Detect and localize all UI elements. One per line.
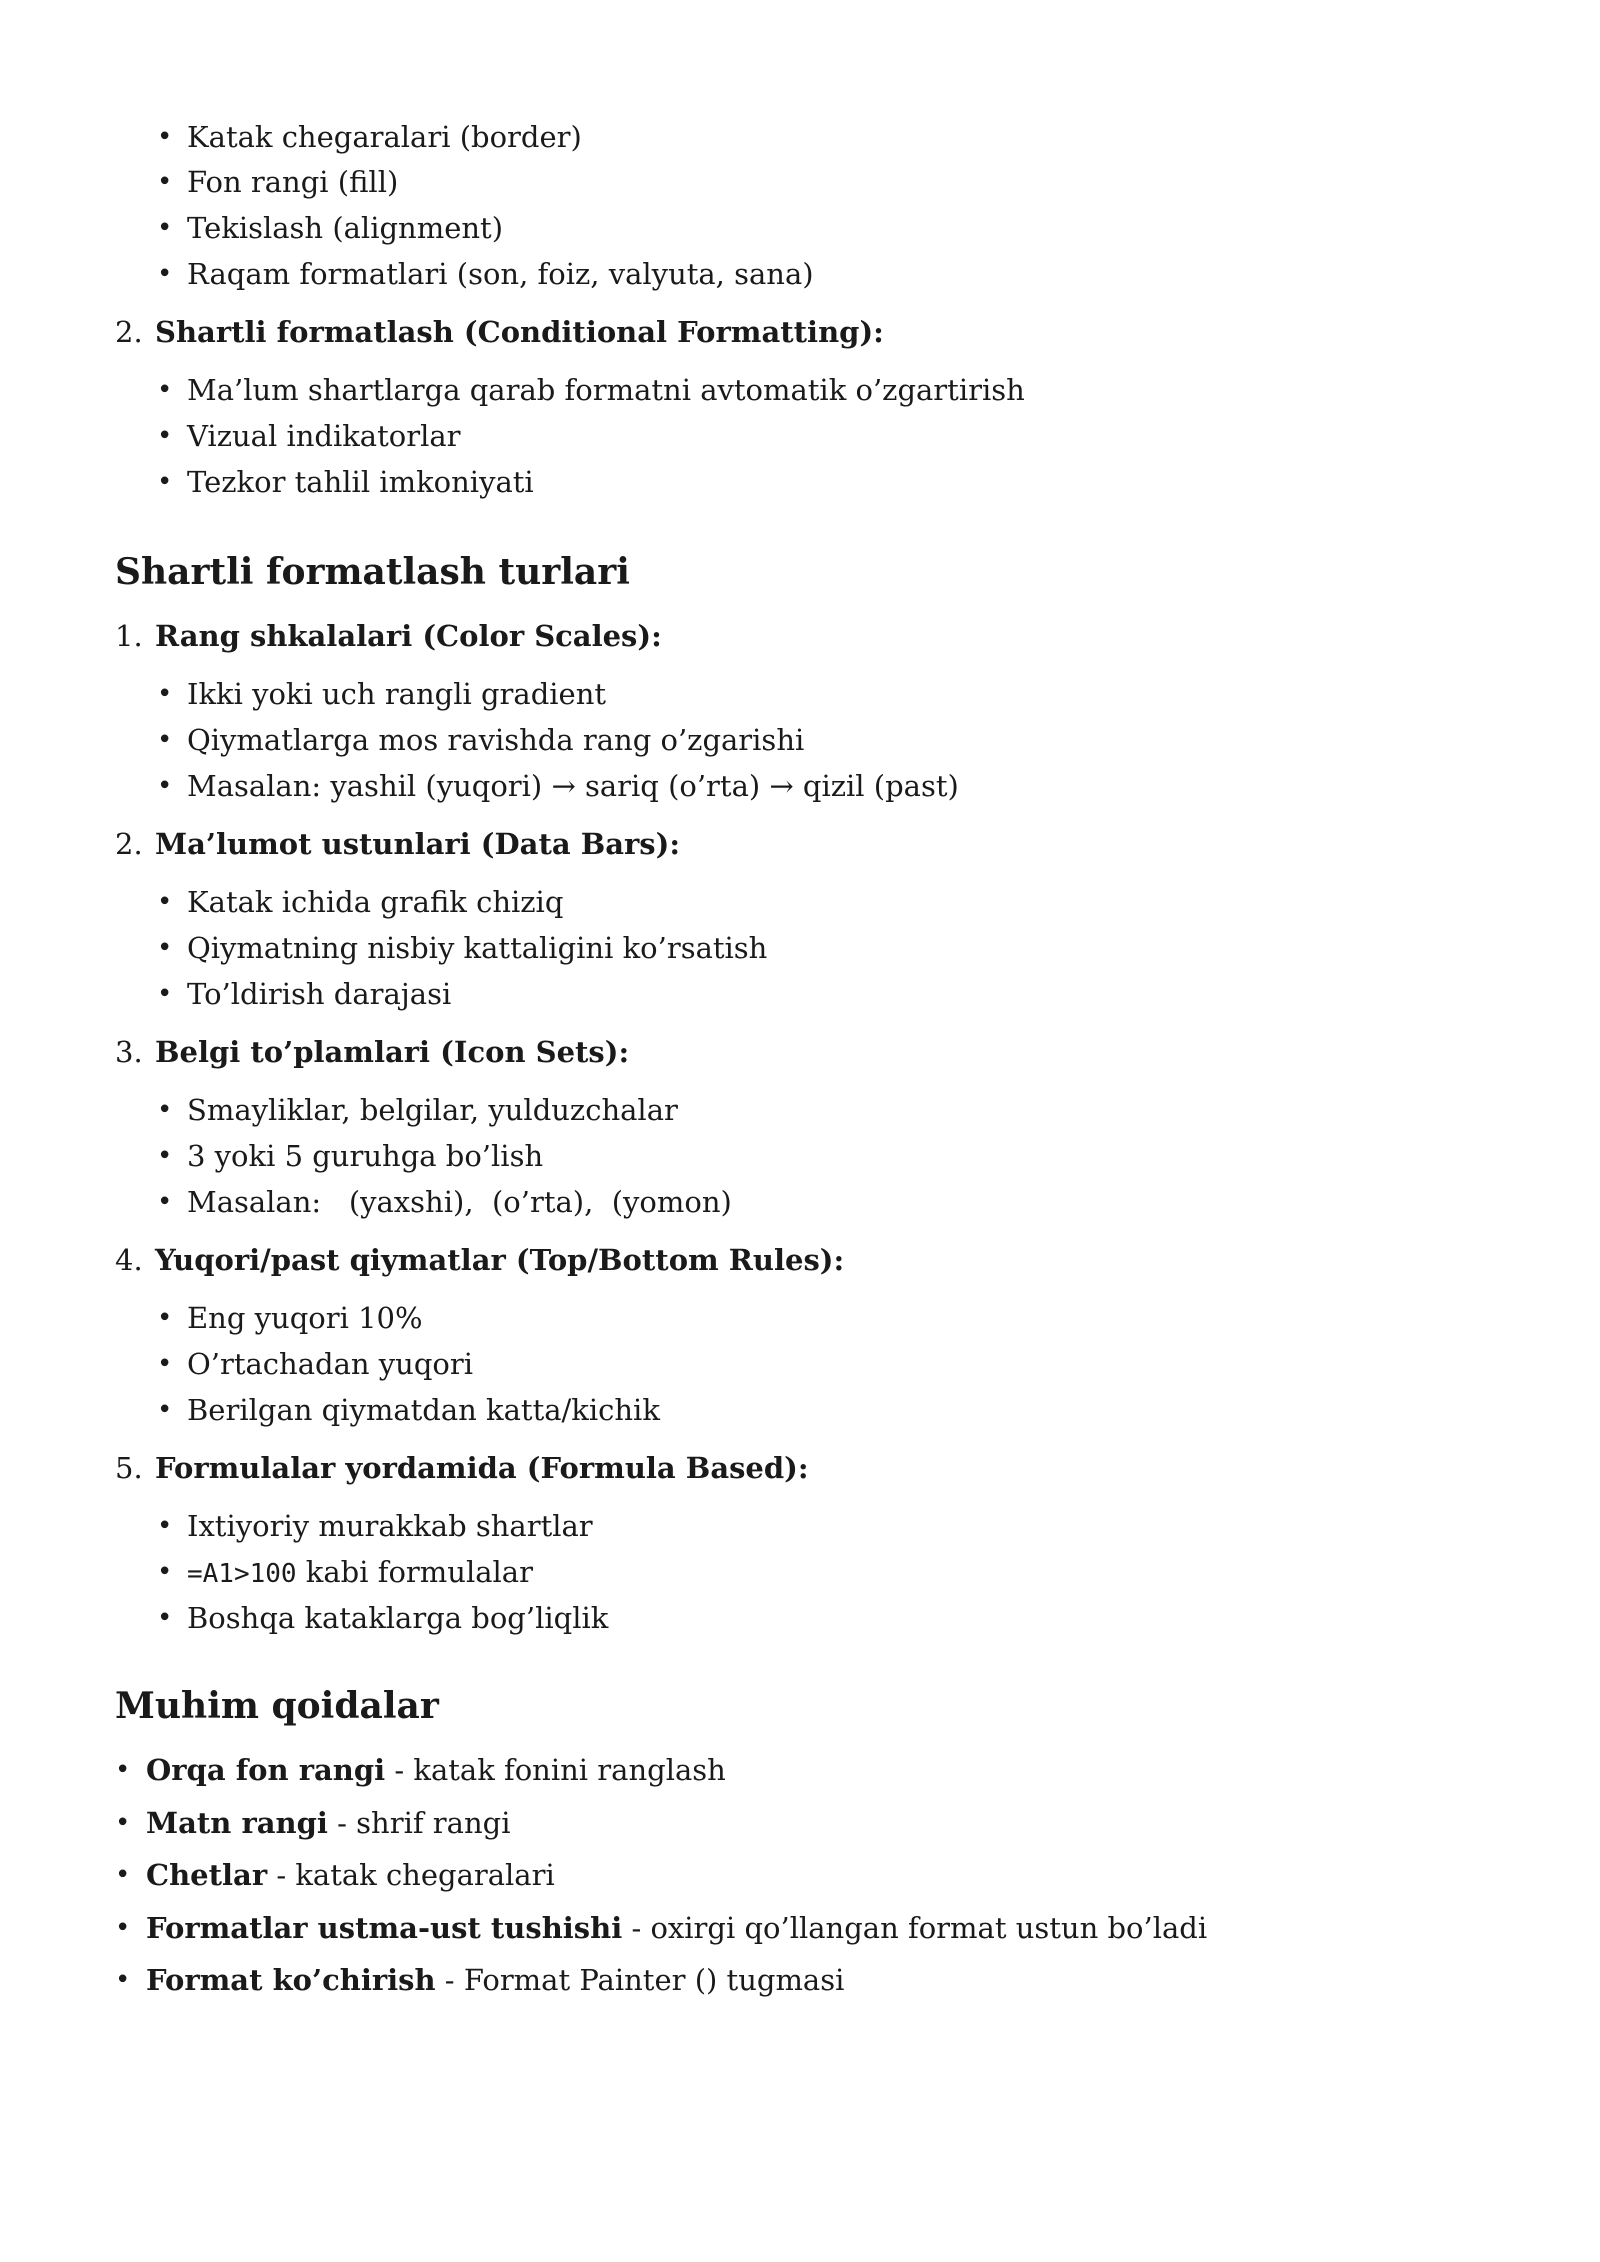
list-item: Qiymatlarga mos ravishda rang o’zgarishi [187,723,805,757]
bullet-icon: • [115,1965,131,1995]
bullet-icon: • [157,213,173,243]
rule-term: Matn rangi [146,1806,328,1840]
bullet-icon: • [157,467,173,497]
rule-term: Chetlar [146,1858,268,1892]
list-number: 4. [115,1243,143,1277]
list-item: Raqam formatlari (son, foiz, valyuta, sana) [187,257,814,291]
bullet-icon: • [115,1808,131,1838]
formula-suffix: kabi formulalar [296,1555,533,1589]
list-title: Shartli formatlash (Conditional Formatting): [155,315,884,349]
list-item: Katak ichida grafik chiziq [187,885,564,919]
rule-item [146,1805,510,1841]
bullet-icon: • [157,887,173,917]
bullet-icon: • [157,1095,173,1125]
bullet-icon: • [157,979,173,1009]
bullet-icon: • [157,259,173,289]
rule-term: Formatlar ustma-ust tushishi [146,1911,623,1945]
list-title: Ma’lumot ustunlari (Data Bars): [155,827,681,861]
bullet-icon: • [157,421,173,451]
list-item: Ixtiyoriy murakkab shartlar [187,1509,593,1543]
list-title: Formulalar yordamida (Formula Based): [155,1451,809,1485]
rule-desc: - oxirgi qo’llangan format ustun bo’ladi [622,1911,1208,1945]
list-item: Smayliklar, belgilar, yulduzchalar [187,1093,678,1127]
bullet-icon: • [115,1755,131,1785]
list-item: Masalan: yashil (yuqori) → sariq (o’rta) → qizil (past) [187,769,959,803]
list-title: Yuqori/past qiymatlar (Top/Bottom Rules): [155,1243,845,1277]
list-item: Qiymatning nisbiy kattaligini ko’rsatish [187,931,768,965]
list-number: 1. [115,619,143,653]
list-item: Eng yuqori 10% [187,1301,423,1335]
list-item: Boshqa kataklarga bog’liqlik [187,1601,609,1635]
bullet-icon: • [157,771,173,801]
bullet-icon: • [157,933,173,963]
list-item [187,1554,533,1590]
list-number: 5. [115,1451,143,1485]
list-item: O’rtachadan yuqori [187,1347,473,1381]
bullet-icon: • [157,679,173,709]
list-item: To’ldirish darajasi [187,977,452,1011]
bullet-icon: • [157,1511,173,1541]
rule-item [146,1752,726,1788]
list-item: Katak chegaralari (border) [187,120,582,154]
rule-term: Orqa fon rangi [146,1753,386,1787]
rule-item [146,1857,555,1893]
list-item: Tekislash (alignment) [187,211,504,245]
list-item: Ikki yoki uch rangli gradient [187,677,607,711]
bullet-icon: • [115,1860,131,1890]
list-item: Tezkor tahlil imkoniyati [187,465,534,499]
list-item: Masalan: (yaxshi), (o’rta), (yomon) [187,1185,732,1219]
list-item: Berilgan qiymatdan katta/kichik [187,1393,660,1427]
rule-desc: - katak fonini ranglash [385,1753,726,1787]
bullet-icon: • [157,167,173,197]
list-item: Ma’lum shartlarga qarab formatni avtomatik o’zgartirish [187,373,1025,407]
list-item: Fon rangi (fill) [187,165,399,199]
rule-desc: - katak chegaralari [267,1858,555,1892]
bullet-icon: • [157,1303,173,1333]
list-title: Rang shkalalari (Color Scales): [155,619,662,653]
bullet-icon: • [157,375,173,405]
rule-desc: - Format Painter () tugmasi [435,1963,845,1997]
bullet-icon: • [157,1603,173,1633]
rule-desc: - shrif rangi [327,1806,511,1840]
rule-item [146,1962,844,1998]
bullet-icon: • [157,1557,173,1587]
list-number: 2. [115,315,143,349]
bullet-icon: • [157,725,173,755]
bullet-icon: • [157,1349,173,1379]
section-heading: Muhim qoidalar [115,1685,439,1727]
bullet-icon: • [157,1187,173,1217]
rule-term: Format ko’chirish [146,1963,436,1997]
list-title: Belgi to’plamlari (Icon Sets): [155,1035,630,1069]
list-item: Vizual indikatorlar [187,419,461,453]
bullet-icon: • [157,1395,173,1425]
bullet-icon: • [157,122,173,152]
list-number: 3. [115,1035,143,1069]
formula-code: =A1>100 [187,1559,297,1589]
bullet-icon: • [115,1913,131,1943]
list-number: 2. [115,827,143,861]
section-heading: Shartli formatlash turlari [115,551,630,593]
rule-item [146,1910,1207,1946]
bullet-icon: • [157,1141,173,1171]
list-item: 3 yoki 5 guruhga bo’lish [187,1139,544,1173]
